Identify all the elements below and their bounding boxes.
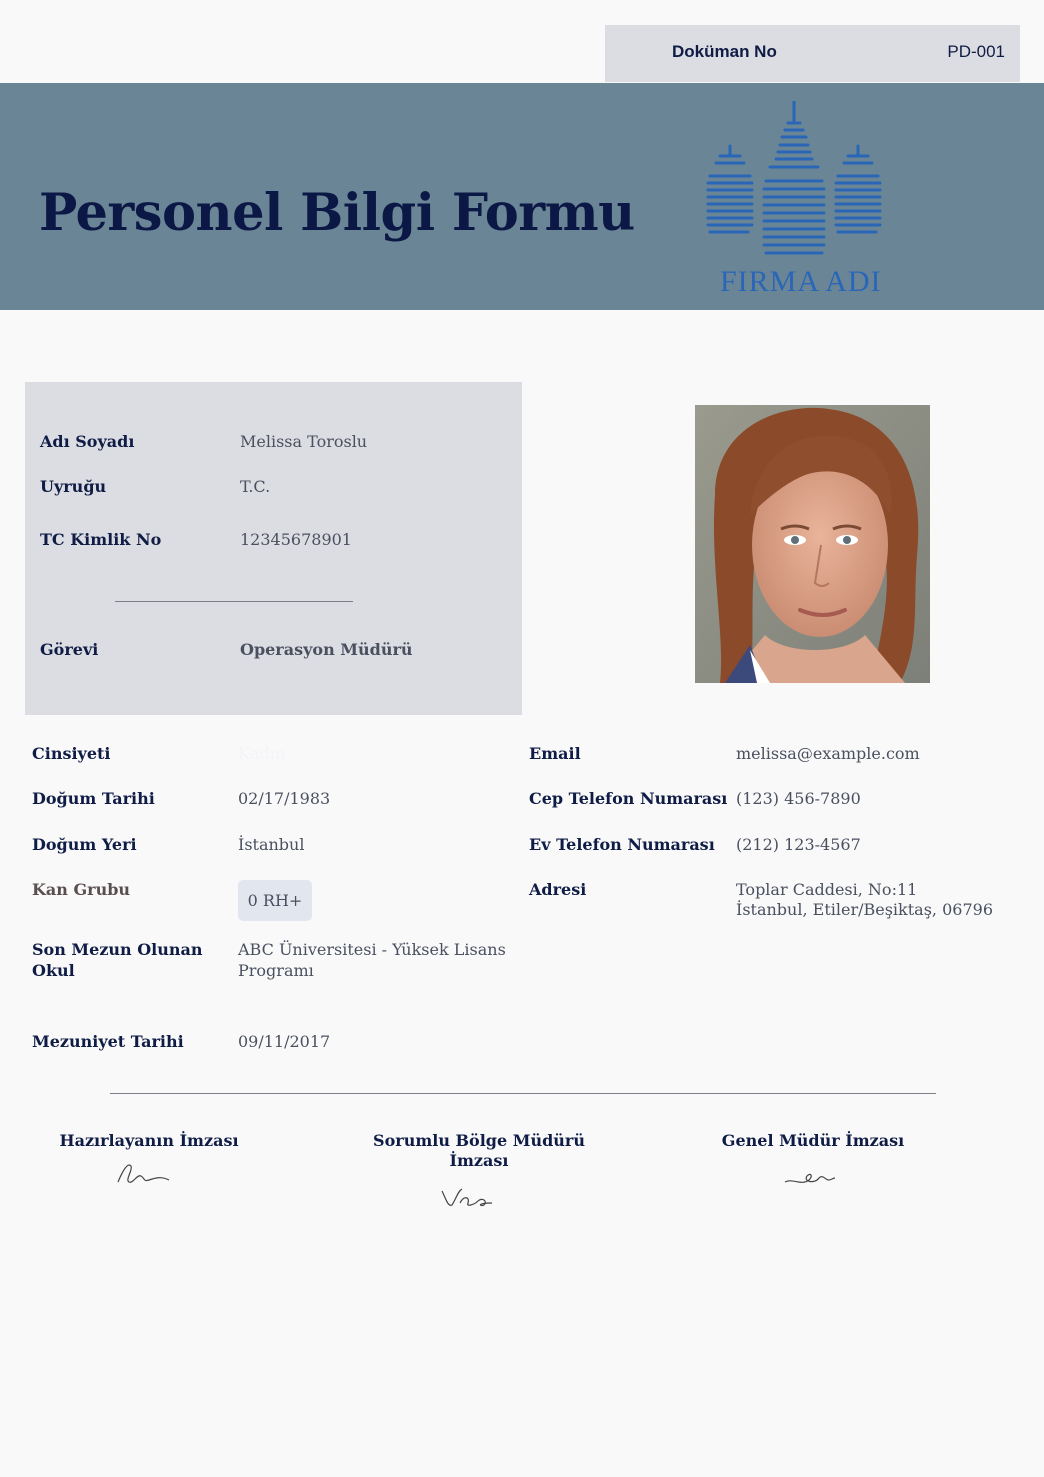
home-phone-value: (212) 123-4567 bbox=[736, 835, 861, 854]
birth-place-label: Doğum Yeri bbox=[32, 835, 137, 854]
nationality-value: T.C. bbox=[240, 477, 271, 496]
graduation-date-value: 09/11/2017 bbox=[238, 1032, 331, 1051]
gender-label: Cinsiyeti bbox=[32, 744, 111, 763]
company-name: FIRMA ADI bbox=[720, 265, 882, 298]
blood-type-label: Kan Grubu bbox=[32, 880, 131, 899]
general-manager-signature bbox=[783, 1168, 838, 1190]
position-label: Görevi bbox=[40, 640, 99, 659]
blood-type-value: 0 RH+ bbox=[247, 891, 303, 910]
divider bbox=[110, 1093, 936, 1094]
document-number-box bbox=[605, 25, 1020, 82]
email-label: Email bbox=[529, 744, 581, 763]
preparer-signature bbox=[113, 1160, 173, 1190]
document-number-label: Doküman No bbox=[672, 42, 777, 61]
mobile-phone-label: Cep Telefon Numarası bbox=[529, 789, 728, 808]
name-value: Melissa Toroslu bbox=[240, 432, 368, 451]
gender-value: Kadın bbox=[238, 744, 286, 763]
profile-photo bbox=[695, 405, 930, 683]
general-manager-signature-label: Genel Müdür İmzası bbox=[721, 1131, 905, 1150]
page-title: Personel Bilgi Formu bbox=[39, 183, 635, 243]
birth-date-value: 02/17/1983 bbox=[238, 789, 331, 808]
mobile-phone-value: (123) 456-7890 bbox=[736, 789, 861, 808]
position-value: Operasyon Müdürü bbox=[240, 640, 413, 659]
regional-manager-signature bbox=[440, 1185, 495, 1211]
identity-card bbox=[25, 382, 522, 715]
preparer-signature-label: Hazırlayanın İmzası bbox=[59, 1131, 239, 1150]
id-number-value: 12345678901 bbox=[240, 530, 352, 549]
birth-place-value: İstanbul bbox=[238, 835, 305, 854]
blood-type-badge bbox=[238, 880, 312, 921]
home-phone-label: Ev Telefon Numarası bbox=[529, 835, 715, 854]
address-line-2: İstanbul, Etiler/Beşiktaş, 06796 bbox=[736, 900, 993, 919]
birth-date-label: Doğum Tarihi bbox=[32, 789, 155, 808]
divider bbox=[115, 601, 353, 602]
nationality-label: Uyruğu bbox=[40, 477, 107, 496]
school-label: Son Mezun Olunan Okul bbox=[32, 940, 203, 980]
email-value: melissa@example.com bbox=[736, 744, 920, 763]
graduation-date-label: Mezuniyet Tarihi bbox=[32, 1032, 184, 1051]
document-number-value: PD-001 bbox=[947, 42, 1005, 61]
address-line-1: Toplar Caddesi, No:11 bbox=[736, 880, 918, 899]
address-label: Adresi bbox=[529, 880, 587, 899]
id-number-label: TC Kimlik No bbox=[40, 530, 162, 549]
name-label: Adı Soyadı bbox=[40, 432, 135, 451]
regional-manager-signature-label: Sorumlu Bölge Müdürü İmzası bbox=[373, 1131, 585, 1170]
header-band bbox=[0, 83, 1044, 310]
school-value: ABC Üniversitesi - Yüksek Lisans Programı bbox=[238, 940, 506, 980]
